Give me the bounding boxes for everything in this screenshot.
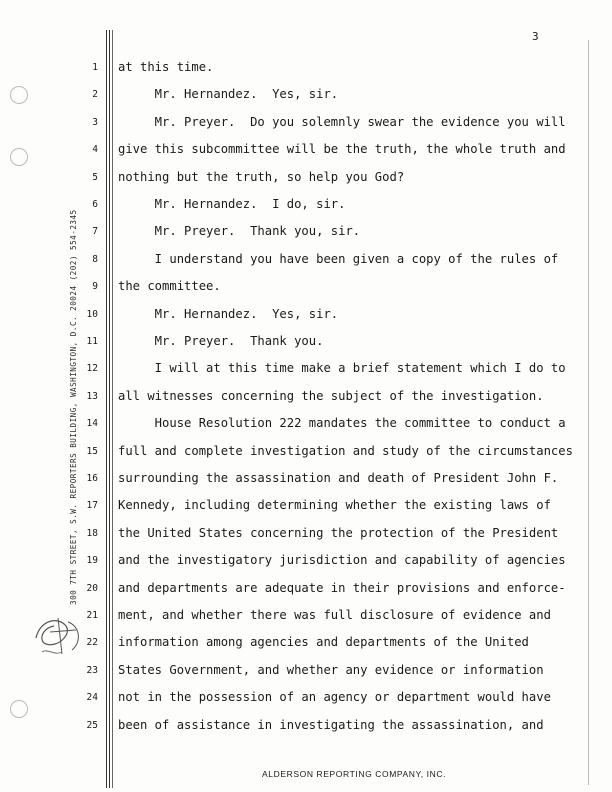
transcript-line (0, 142, 612, 160)
line-number: 9 (92, 281, 98, 293)
line-number: 12 (86, 363, 98, 375)
transcript-line (0, 389, 612, 407)
transcript-line (0, 444, 612, 462)
line-number: 23 (86, 664, 98, 676)
line-text: Mr. Hernandez. Yes, sir. (118, 306, 339, 321)
line-text: been of assistance in investigating the assassination, and (118, 717, 544, 732)
line-number: 6 (92, 199, 98, 210)
transcript-line (0, 416, 612, 434)
line-text: and departments are adequate in their provisions and enforce- (118, 580, 566, 595)
transcript-line (0, 663, 612, 681)
line-text: States Government, and whether any evidence or information (118, 662, 544, 677)
transcript-line (0, 334, 612, 352)
line-number: 5 (92, 171, 98, 183)
transcript-line (0, 224, 612, 242)
line-text: Mr. Hernandez. I do, sir. (118, 197, 346, 211)
line-text: not in the possession of an agency or department would have (118, 690, 551, 705)
transcript-line (0, 307, 612, 325)
transcript-line (0, 197, 612, 215)
line-number: 8 (92, 253, 98, 265)
line-text: and the investigatory jurisdiction and capability of agencies (118, 553, 566, 568)
line-text: Mr. Preyer. Do you solemnly swear the evidence you will (118, 114, 566, 129)
line-text: at this time. (118, 60, 214, 74)
transcript-line (0, 608, 612, 626)
line-text: I understand you have been given a copy of the rules of (118, 251, 559, 266)
line-number: 19 (86, 555, 98, 567)
line-text: Kennedy, including determining whether the existing laws of (118, 498, 551, 513)
reporter-address-side-text: 300 7TH STREET, S.W. REPORTERS BUILDING, WASHINGTON, D.C. 20024 (202) 554-2345 (69, 209, 78, 605)
transcript-line (0, 60, 612, 78)
line-text: all witnesses concerning the subject of the investigation. (118, 388, 544, 403)
line-number: 22 (86, 637, 98, 649)
line-number: 7 (92, 226, 98, 238)
line-text: the United States concerning the protection of the President (118, 525, 559, 540)
transcript-line (0, 471, 612, 489)
transcript-line (0, 115, 612, 133)
line-number: 24 (86, 692, 98, 704)
line-number: 18 (86, 527, 98, 539)
transcript-line (0, 279, 612, 297)
page-number: 3 (532, 30, 539, 43)
line-text: ment, and whether there was full disclosure of evidence and (118, 608, 551, 622)
line-number: 14 (86, 418, 98, 430)
line-text: full and complete investigation and study of the circumstances (118, 443, 573, 458)
line-text: surrounding the assassination and death of President John F. (118, 471, 559, 485)
line-number: 2 (92, 89, 98, 101)
line-number: 16 (86, 473, 98, 484)
line-text: Mr. Hernandez. Yes, sir. (118, 87, 339, 102)
line-number: 13 (86, 390, 98, 402)
line-text: Mr. Preyer. Thank you. (118, 334, 324, 348)
line-number: 11 (86, 336, 98, 347)
line-number: 25 (86, 719, 98, 731)
line-text: Mr. Preyer. Thank you, sir. (118, 224, 361, 239)
line-number: 1 (92, 62, 98, 73)
transcript-line (0, 87, 612, 105)
line-text: the committee. (118, 279, 221, 294)
line-number: 3 (92, 116, 98, 128)
line-number: 20 (86, 582, 98, 594)
transcript-line (0, 526, 612, 544)
line-number: 15 (86, 445, 98, 457)
line-text: nothing but the truth, so help you God? (118, 169, 405, 184)
line-text: I will at this time make a brief statement which I do to (118, 361, 566, 376)
transcript-line (0, 553, 612, 571)
transcript-line (0, 252, 612, 270)
transcript-line (0, 690, 612, 708)
transcript-line (0, 635, 612, 653)
transcript-line (0, 718, 612, 736)
line-number: 10 (86, 308, 98, 320)
line-number: 4 (92, 144, 98, 156)
transcript-line (0, 498, 612, 516)
line-text: give this subcommittee will be the truth, the whole truth and (118, 142, 566, 157)
line-text: information among agencies and departments of the United (118, 635, 529, 650)
transcript-line (0, 361, 612, 379)
transcript-line (0, 581, 612, 599)
line-text: House Resolution 222 mandates the committee to conduct a (118, 416, 566, 431)
transcript-line (0, 170, 612, 188)
line-number: 17 (86, 500, 98, 512)
reporting-company-footer: ALDERSON REPORTING COMPANY, INC. (262, 769, 447, 779)
line-number: 21 (86, 610, 98, 621)
